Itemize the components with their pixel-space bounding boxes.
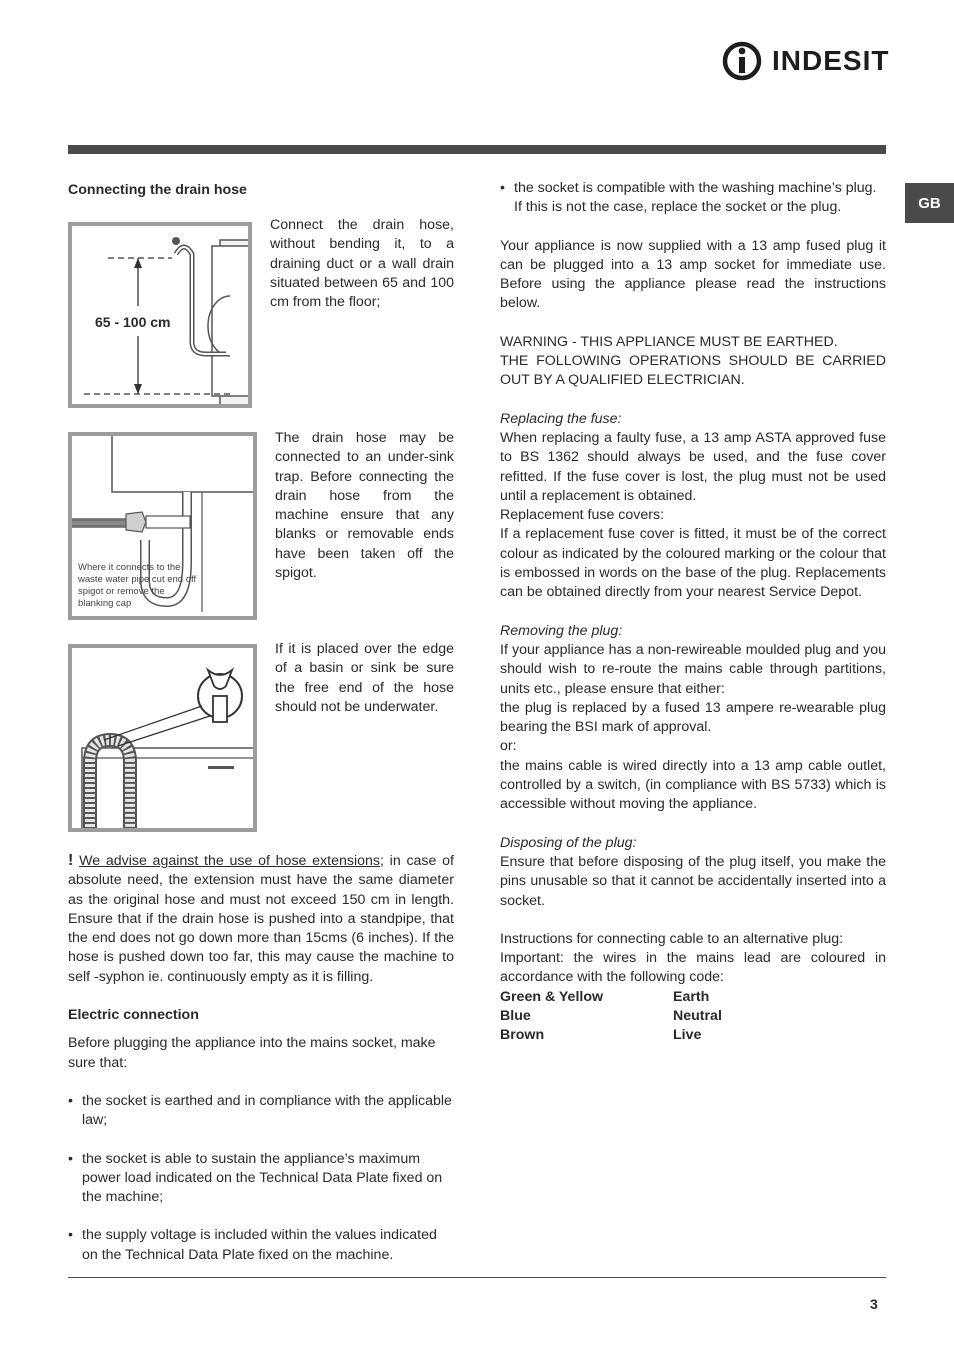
hose-extension-warning	[68, 851, 454, 987]
warning-earth: WARNING - THIS APPLIANCE MUST BE EARTHED.	[500, 333, 838, 350]
left-lower-text	[68, 851, 454, 1265]
wire-code-row: Brown Live	[500, 1027, 702, 1044]
alt-plug-important: Important: the wires in the mains lead are coloured in accordance with the following code:	[500, 950, 886, 986]
alt-plug-intro: Instructions for connecting cable to an alternative plug:	[500, 930, 844, 947]
removing-text: If your appliance has a non-rewireable moulded plug and you should wish to re-route the mains cable through partitions, units etc., please ensure that either:	[500, 641, 886, 697]
covers-text: If a replacement fuse cover is fitted, it must be of the correct colour as indicated by the coloured marking or the colour that is embossed in words on the base of the plug. Replacements can be obtained directly from your nearest Service Depot.	[500, 526, 886, 601]
figure-sink-edge	[68, 644, 257, 832]
header-rule	[68, 145, 886, 154]
figure-under-sink-trap	[68, 432, 257, 620]
fig1-text: Connect the drain hose, without bending it, to a draining duct or a wall drain situated between 65 and 100 cm from the floor;	[270, 217, 454, 311]
bullet-item: • the supply voltage is included within the values indicated on the Technical Data Plate fixed on the machine.	[68, 1227, 437, 1263]
indesit-i-logo-icon	[722, 38, 768, 84]
warning-qualified: THE FOLLOWING OPERATIONS SHOULD BE CARRIED OUT BY A QUALIFIED ELECTRICIAN.	[500, 353, 886, 389]
warning-underlined: We advise against the use of hose extensions	[79, 853, 380, 869]
removing-or: or:	[500, 738, 517, 755]
left-column	[68, 179, 454, 200]
removing-heading: Removing the plug:	[500, 622, 623, 639]
warning-rest: ; in case of absolute need, the extension must have the same diameter as the original hose and must not exceed 150 cm in length. Ensure that if the drain hose is pushed into a standpipe, that the end does not go down more than 15cms (6 inches). If the hose is pushed down too far, this may cause the machine to self -syphon ie. continuously empty as it is filling.	[68, 853, 454, 985]
supply-text: Your appliance is now supplied with a 13 amp fused plug it can be plugged into a 13 amp socket for immediate use. Before using the appliance please read the instructions below.	[500, 237, 886, 312]
covers-heading: Replacement fuse covers:	[500, 507, 665, 524]
brand-name: INDESIT	[772, 45, 890, 76]
right-column	[500, 179, 886, 1046]
electric-heading: Electric connection	[68, 1007, 199, 1024]
page-number: 3	[870, 1296, 878, 1312]
bullet-item: • the socket is compatible with the washing machine’s plug. If this is not the case, replace the socket or the plug.	[500, 180, 877, 216]
trap-note: Where it connects to the waste water pipe cut end off spigot or remove the blanking cap	[78, 562, 197, 609]
footer-rule	[68, 1277, 886, 1278]
fig3-text: If it is placed over the edge of a basin or sink be sure the free end of the hose should not be underwater.	[275, 641, 454, 715]
electric-intro: Before plugging the appliance into the mains socket, make sure that:	[68, 1035, 436, 1071]
fuse-heading: Replacing the fuse:	[500, 410, 622, 427]
disposing-text: Ensure that before disposing of the plug itself, you make the pins unusable so that it cannot be accidentally inserted into a socket.	[500, 853, 886, 909]
removing-option-2: the mains cable is wired directly into a 13 amp cable outlet, controlled by a switch, (in compliance with BS 5733) which is accessible without moving the appliance.	[500, 757, 886, 813]
drain-heading: Connecting the drain hose	[68, 182, 247, 198]
language-tab: GB	[905, 183, 954, 223]
disposing-heading: Disposing of the plug:	[500, 834, 637, 851]
sink-edge-illustration	[72, 648, 253, 828]
bullet-item: • the socket is able to sustain the appliance’s maximum power load indicated on the Technical Data Plate fixed on the machine;	[68, 1150, 443, 1206]
brand-logo	[722, 38, 892, 84]
removing-option-1: the plug is replaced by a fused 13 ampere re-wearable plug bearing the BSI mark of approval.	[500, 699, 886, 736]
warning-mark: !	[68, 852, 74, 869]
fuse-text: When replacing a faulty fuse, a 13 amp ASTA approved fuse to BS 1362 should always be used, and the fuse cover refitted. If the fuse cover is lost, the plug must not be used until a replacement is obtained.	[500, 429, 886, 504]
wire-code-row: Green & Yellow Earth	[500, 988, 710, 1005]
fig2-text: The drain hose may be connected to an under-sink trap. Before connecting the drain hose from the machine ensure that any blanks or removable ends have been taken off the spigot.	[275, 430, 454, 582]
figure-drain-height	[68, 222, 252, 408]
height-range-label: 65 - 100 cm	[95, 314, 171, 330]
wire-code-row: Blue Neutral	[500, 1007, 722, 1024]
bullet-item: • the socket is earthed and in compliance with the applicable law;	[68, 1092, 452, 1129]
